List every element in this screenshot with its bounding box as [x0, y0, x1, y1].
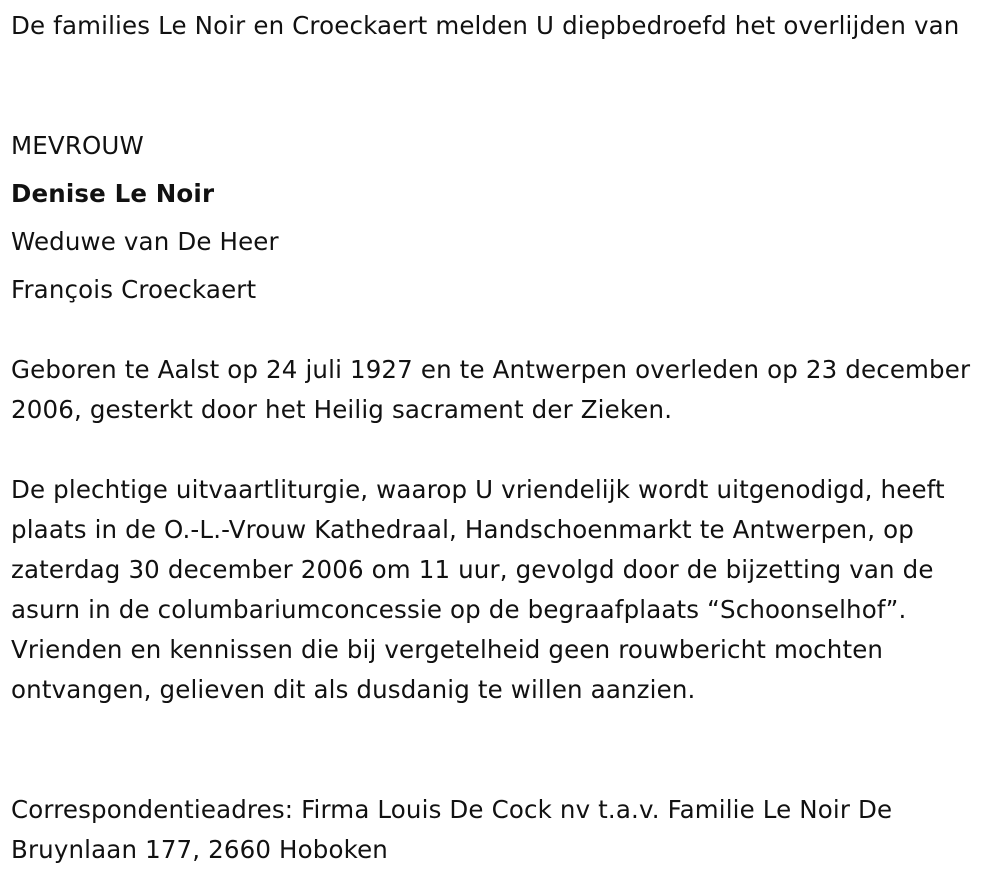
correspondence-paragraph: Correspondentieadres: Firma Louis De Cock nv t.a.v. Familie Le Noir De Bruynlaan 177, 2660 Hoboken: [11, 795, 893, 864]
birth-death-paragraph: Geboren te Aalst op 24 juli 1927 en te Antwerpen overleden op 23 december 2006, gesterkt door het Heilig sacrament der Zieken.: [11, 355, 971, 424]
widow-line-1: Weduwe van De Heer: [11, 227, 279, 256]
funeral-paragraph: De plechtige uitvaartliturgie, waarop U vriendelijk wordt uitgenodigd, heeft plaats in de O.-L.-Vrouw Kathedraal, Handschoenmarkt te Antwerpen, op zaterdag 30 december 2006 om 11 uur, gevolgd door de bijzetting van de asurn in de columbariumconcessie op de begraafplaats “Schoonselhof”. Vrienden en kennissen die bij vergetelheid geen rouwbericht mochten ontvangen, gelieven dit als dusdanig te willen aanzien.: [11, 475, 945, 704]
intro-paragraph: De families Le Noir en Croeckaert melden U diepbedroefd het overlijden van: [11, 11, 960, 40]
deceased-name: Denise Le Noir: [11, 179, 215, 208]
salutation: MEVROUW: [11, 131, 144, 160]
widow-line-2: François Croeckaert: [11, 275, 257, 304]
